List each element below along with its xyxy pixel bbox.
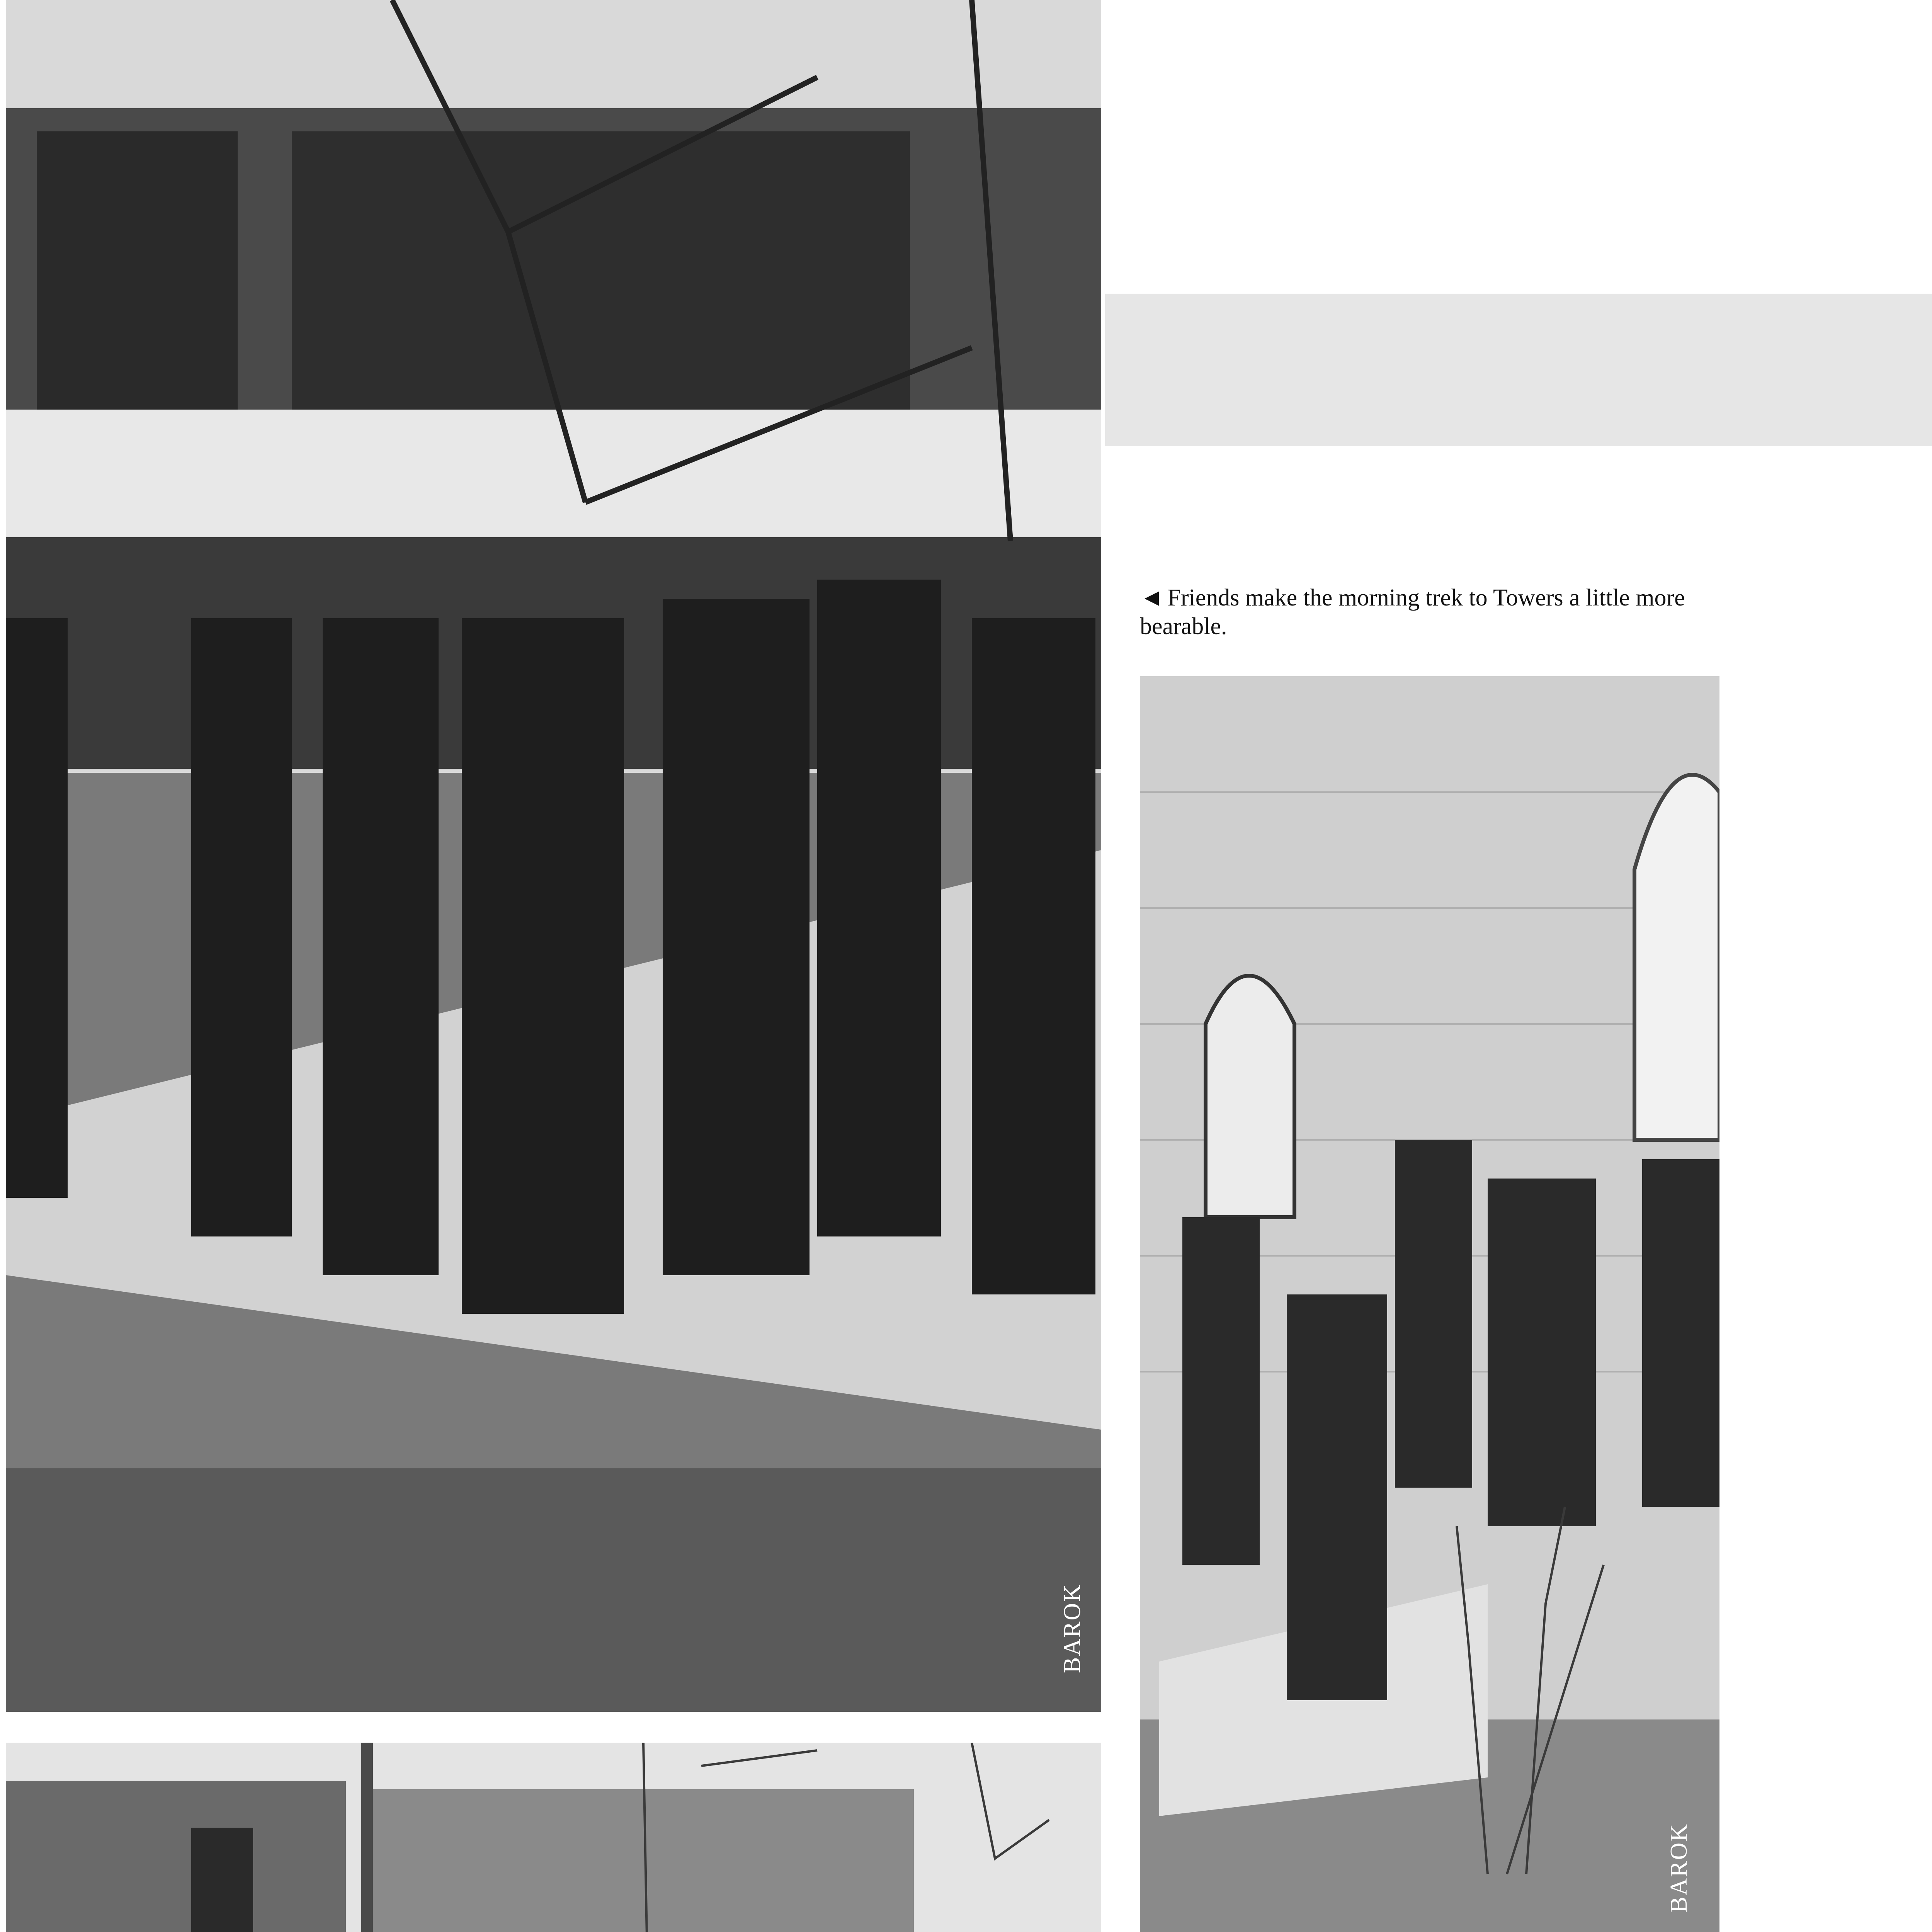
caption-friends	[1140, 583, 1743, 641]
photo-towers-hall-steps	[1140, 676, 1719, 1932]
photo-parking-lot-image	[6, 1743, 1101, 1932]
photo-towers-hall-steps-image	[1140, 676, 1719, 1932]
left-arrow-icon: ◄	[1140, 585, 1164, 611]
photo-students-walking	[6, 0, 1101, 1712]
photo-credit-barok-1: BAROK	[1059, 1583, 1085, 1673]
grey-band	[1105, 294, 1932, 446]
photo-credit-barok-2: BAROK	[1666, 1823, 1692, 1913]
photo-parking-lot	[6, 1743, 1101, 1932]
caption-friends-text: Friends make the morning trek to Towers a little more bearable.	[1140, 585, 1685, 639]
photo-students-walking-image	[6, 0, 1101, 1712]
